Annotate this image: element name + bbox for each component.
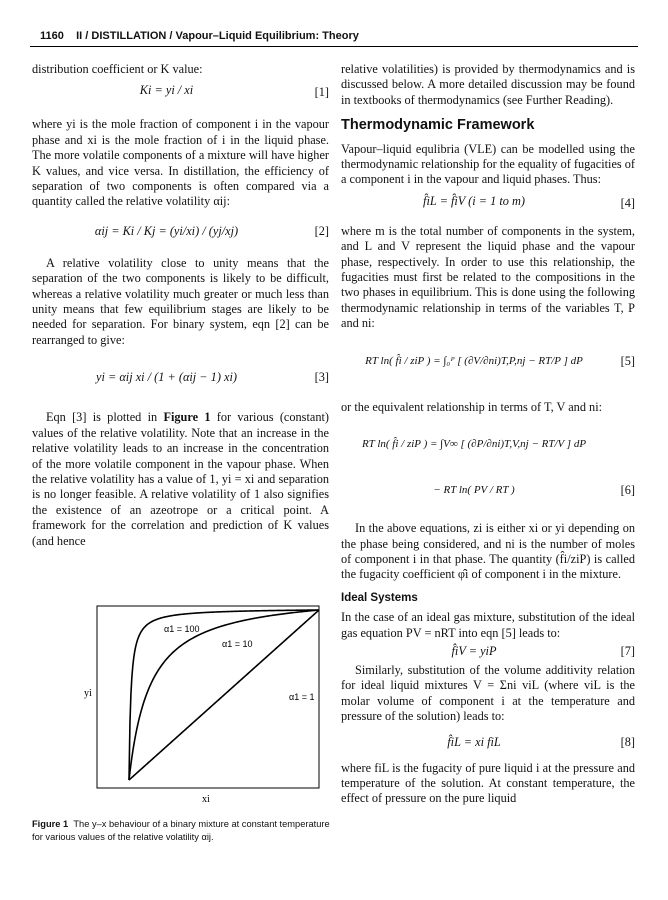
page-number: 1160 [40, 30, 64, 42]
left-column [32, 62, 329, 549]
equation-2-number: [2] [314, 223, 329, 238]
running-header [40, 30, 359, 42]
curve-label-alpha-10: α1 = 10 [222, 639, 253, 649]
equation-8-number: [8] [620, 734, 635, 749]
right-para-7: Similarly, substitution of the volume additivity relation for ideal liquid mixtures V = Σni viL (where viL is the molar volume of component i at the temperature and pressure of the solution) leads to: [341, 662, 635, 724]
left-para-4 [32, 410, 329, 549]
right-para-3: where m is the total number of components in the system, and L and V represent the liquid phase and the vapour phase, respectively. In order to use this relationship, the fugacities must first be related to the compositions in the two phases in equilibrium. This is done using the following thermodynamic relationship in terms of the variables T, P and ni: [341, 223, 635, 331]
figure-1-reference[interactable]: Figure 1 [163, 410, 211, 425]
right-para-6: In the case of an ideal gas mixture, substitution of the ideal gas equation PV = nRT into eqn [5] leads to: [341, 610, 635, 640]
left-para-3: A relative volatility close to unity means that the separation of the two components is likely to be difficult, whereas a relative volatility much greater or much less than unity means that few equilibrium stages are likely to be needed for separation. For binary system, eqn [2] can be rearranged to give: [32, 255, 329, 347]
left-para-4-rest: for various (constant) values of the relative volatility. Note that an increase in the relative volatility leads to an increase in the concentration of the more volatile component in the vapour phase. When the relative volatility has a value of 1, yi = xi and separation is no longer feasible. A relative volatility of 1 also signifies the existence of an azeotrope or a critical point. A framework for the correlation and prediction of K values (and hence [32, 410, 329, 548]
equation-1-number: [1] [314, 85, 329, 100]
equation-3-number: [3] [314, 370, 329, 385]
left-para-4-start: Eqn [3] is plotted in [46, 410, 164, 425]
caption-text: The y–x behaviour of a binary mixture at constant temperature for various values of the relative volatility αij. [32, 819, 330, 842]
equation-1-body: Ki = yi / xi [139, 83, 194, 98]
equation-5 [341, 332, 635, 400]
equation-2 [32, 210, 329, 256]
right-para-5: In the above equations, zi is either xi or yi depending on the phase being considered, and ni is the number of moles of component i in that phase. The quantity (f̂i/ziP) is called the fugacity coefficient φ̂i of component i in the mixture. [341, 521, 635, 582]
curve-label-alpha-100: α1 = 100 [164, 624, 200, 634]
figure-1 [32, 592, 329, 817]
equation-7 [341, 641, 635, 663]
equation-2-body: αij = Ki / Kj = (yi/xi) / (yj/xj) [94, 223, 239, 238]
equation-4-body: f̂iL = f̂iV (i = 1 to m) [423, 193, 525, 208]
left-para-2: where yi is the mole fraction of component i in the vapour phase and xi is the mole fraction of i in the liquid phase. The more volatile components of a mixture will have higher K values, and vice versa. In distillation, the efficiency of separation of two components is often compared via a quantity called the relative volatility αij: [32, 117, 329, 209]
equation-6 [341, 415, 635, 521]
right-column [341, 62, 635, 807]
equation-8-body: f̂iL = xi fiL [447, 734, 501, 749]
left-para-1: distribution coefficient or K value: [32, 62, 203, 76]
heading-ideal-systems: Ideal Systems [341, 591, 418, 604]
right-para-8: where fiL is the fugacity of pure liquid i at the pressure and temperature of the solution. At constant temperature, the effect of pressure on the pure liquid [341, 760, 635, 806]
equation-5-body: RT ln( f̂i / ziP ) = ∫₀ᴾ [ (∂V/∂ni)T,P,nj − RT/P ] dP [365, 354, 583, 367]
equation-3-body: yi = αij xi / (1 + (αij − 1) xi) [96, 370, 237, 385]
equation-1 [32, 77, 329, 117]
equation-8 [341, 725, 635, 761]
equation-4-number: [4] [620, 195, 635, 210]
equation-6-line-1: RT ln( f̂i / ziP ) = ∫V∞ [ (∂P/∂ni)T,V,nj − RT/V ] dP [361, 438, 587, 451]
right-para-4: or the equivalent relationship in terms of T, V and ni: [341, 399, 603, 414]
equation-6-number: [6] [620, 483, 635, 498]
right-para-2: Vapour–liquid equlibria (VLE) can be modelled using the thermodynamic relationship for the equality of fugacities of a component i in the vapour and liquid phases. Thus: [341, 141, 636, 187]
equation-6-line-2: − RT ln( PV / RT ) [433, 484, 515, 497]
running-title: II / DISTILLATION / Vapour–Liquid Equilibrium: Theory [76, 30, 359, 42]
curve-label-alpha-1: α1 = 1 [289, 692, 315, 702]
header-rule [30, 46, 638, 47]
right-para-1: relative volatilities) is provided by thermodynamics and is discussed below. A more detailed discussion may be found in textbooks of thermodynamics (see Further Reading). [341, 62, 635, 107]
figure-1-caption [32, 818, 332, 843]
caption-label: Figure 1 [32, 819, 69, 829]
y-axis-label: yi [84, 688, 92, 699]
equation-5-number: [5] [620, 353, 635, 368]
equation-4 [341, 188, 635, 224]
heading-thermodynamic-framework: Thermodynamic Framework [341, 117, 535, 134]
equation-7-number: [7] [620, 643, 635, 658]
equation-3 [32, 348, 329, 410]
x-axis-label: xi [202, 794, 210, 805]
equation-7-body: f̂iV = yiP [451, 643, 497, 658]
figure-1-plot [32, 592, 329, 812]
